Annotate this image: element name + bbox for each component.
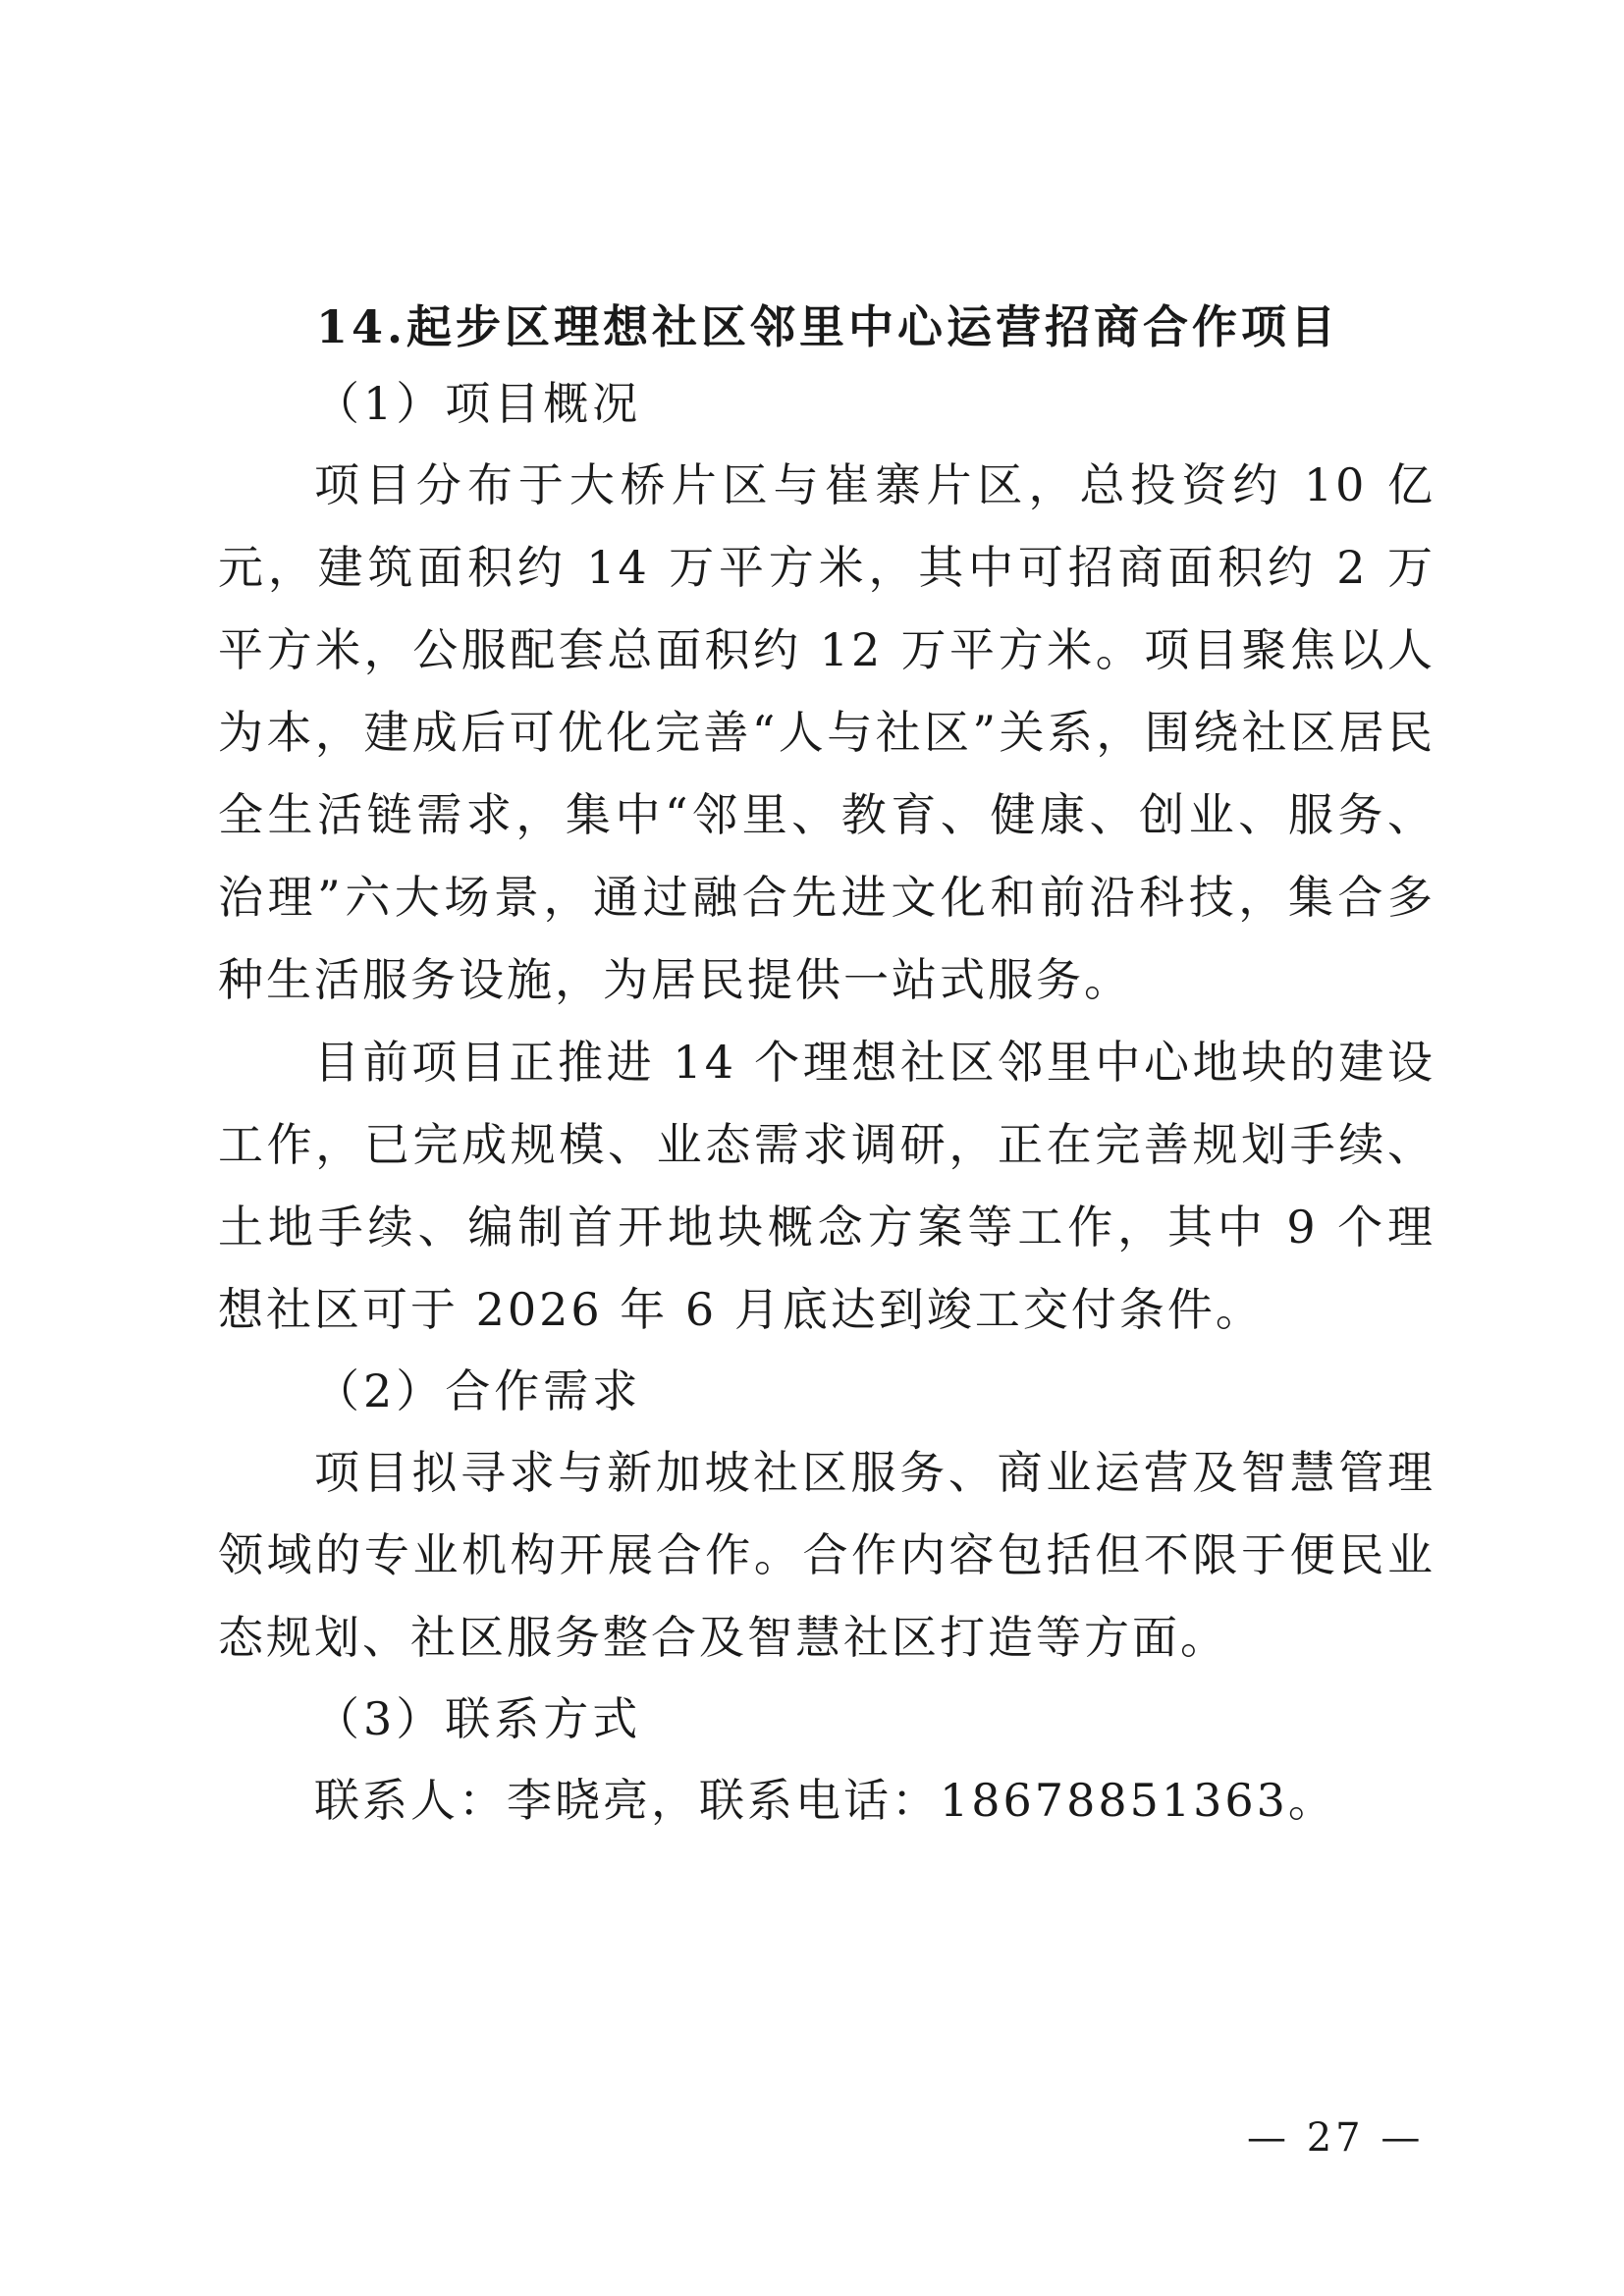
section-title: 14.起步区理想社区邻里中心运营招商合作项目 bbox=[316, 300, 1340, 353]
contact-paragraph: 联系人：李晓亮，联系电话：18678851363。 bbox=[314, 1774, 1336, 1827]
page-number: — 27 — bbox=[1247, 2115, 1425, 2161]
overview-paragraph-2: 目前项目正推进 14 个理想社区邻里中心地块的建设工作，已完成规模、业态需求调研，正在完善规划手续、土地手续、编制首开地块概念方案等工作，其中 9 个理想社区可于 2026 年 6 月底达到竣工交付条件。 bbox=[218, 1036, 1435, 1336]
contact-heading: （3）联系方式 bbox=[314, 1692, 642, 1745]
page-content bbox=[218, 294, 1435, 1842]
cooperation-paragraph: 项目拟寻求与新加坡社区服务、商业运营及智慧管理领域的专业机构开展合作。合作内容包括但不限于便民业态规划、社区服务整合及智慧社区打造等方面。 bbox=[218, 1446, 1435, 1664]
overview-heading: （1）项目概况 bbox=[314, 377, 642, 430]
cooperation-heading: （2）合作需求 bbox=[314, 1364, 642, 1417]
overview-paragraph-1: 项目分布于大桥片区与崔寨片区，总投资约 10 亿元，建筑面积约 14 万平方米，其中可招商面积约 2 万平方米，公服配套总面积约 12 万平方米。项目聚焦以人为本，建成后可优化完善“人与社区”关系，围绕社区居民全生活链需求，集中“邻里、教育、健康、创业、服务、治理”六大场景，通过融合先进文化和前沿科技，集合多种生活服务设施，为居民提供一站式服务。 bbox=[218, 458, 1435, 1006]
